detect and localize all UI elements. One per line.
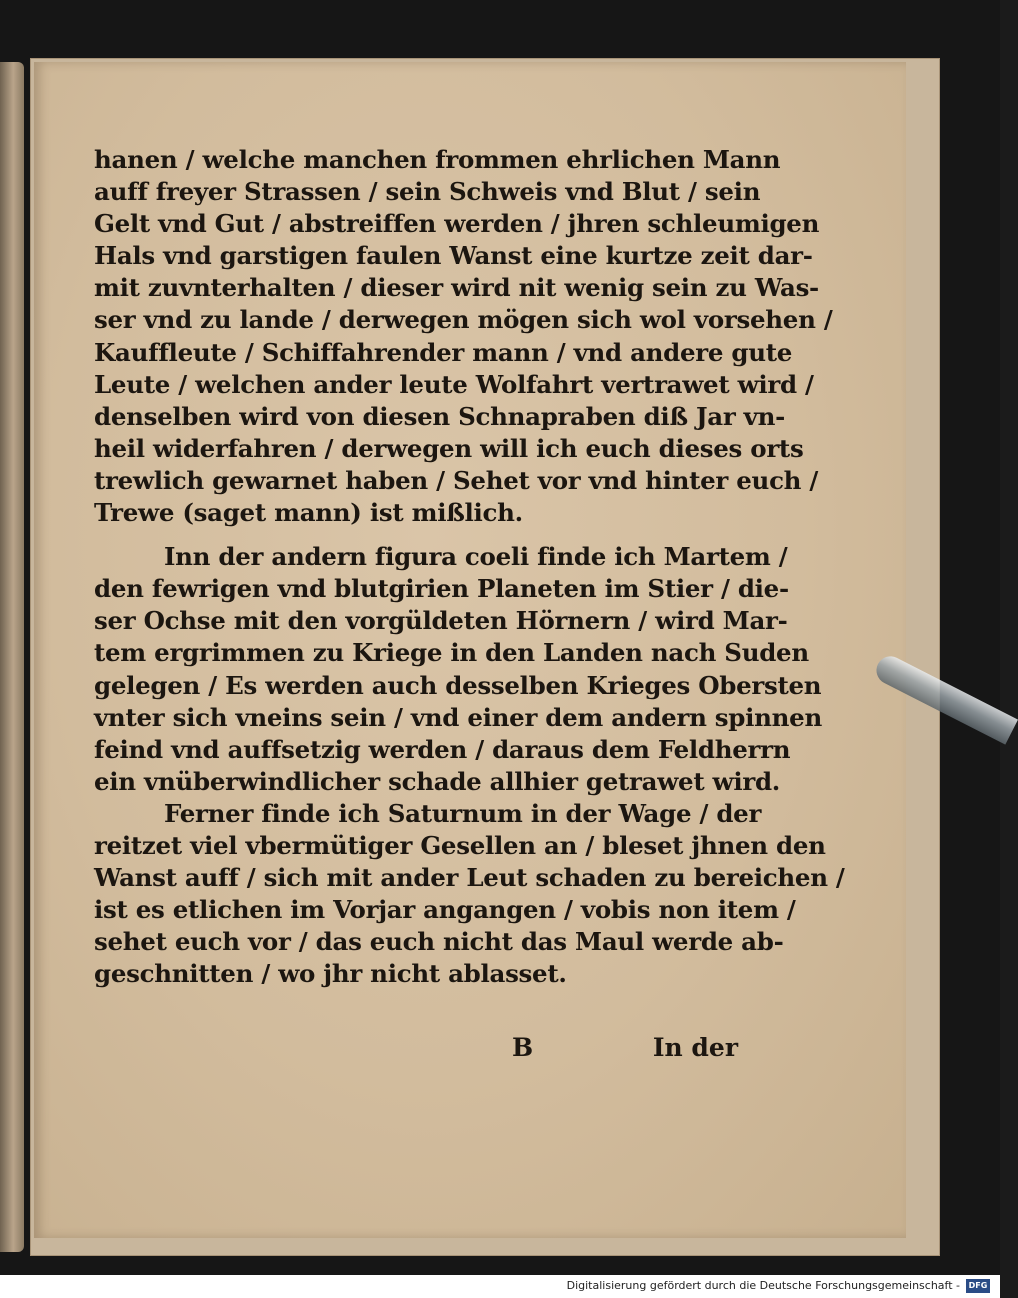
dfg-logo: DFG [966, 1279, 990, 1293]
text-line: ein vnüberwindlicher schade allhier getrawet wird. [94, 766, 781, 796]
text-line: tem ergrimmen zu Kriege in den Landen nach Suden [94, 638, 809, 668]
text-line: Hals vnd garstigen faulen Wanst eine kurtze zeit dar- [94, 241, 813, 271]
text-line: gelegen / Es werden auch desselben Krieges Obersten [94, 670, 822, 700]
page-text [94, 144, 845, 990]
text-line: ist es etlichen im Vorjar angangen / vobis non item / [94, 895, 796, 925]
signature-mark: B [512, 1033, 534, 1062]
paragraph-start-line: Ferner finde ich Saturnum in der Wage / der [164, 798, 762, 828]
text-line: Wanst auff / sich mit ander Leut schaden zu bereichen / [94, 863, 845, 893]
text-line: geschnitten / wo jhr nicht ablasset. [94, 959, 567, 989]
text-line: mit zuvnterhalten / dieser wird nit wenig sein zu Was- [94, 273, 819, 303]
text-line: sehet euch vor / das euch nicht das Maul werde ab- [94, 927, 784, 957]
funding-credit: Digitalisierung gefördert durch die Deutsche Forschungsgemeinschaft - [566, 1279, 960, 1292]
text-line: Leute / welchen ander leute Wolfahrt vertrawet wird / [94, 369, 814, 399]
catchword: In der [652, 1033, 738, 1062]
page-foot-row [94, 1030, 754, 1066]
text-line: Gelt vnd Gut / abstreiffen werden / jhren schleumigen [94, 209, 820, 239]
text-line: trewlich gewarnet haben / Sehet vor vnd hinter euch / [94, 465, 819, 495]
text-line: Trewe (saget mann) ist mißlich. [94, 498, 523, 528]
text-line: ser Ochse mit den vorgüldeten Hörnern / wird Mar- [94, 606, 788, 636]
text-line: reitzet viel vbermütiger Gesellen an / bleset jhnen den [94, 830, 826, 860]
paragraph-start-line: Inn der andern figura coeli finde ich Martem / [164, 542, 788, 572]
text-line: den fewrigen vnd blutgirien Planeten im Stier / die- [94, 574, 789, 604]
text-line: feind vnd auffsetzig werden / daraus dem Feldherrn [94, 734, 791, 764]
text-line: Kauffleute / Schiffahrender mann / vnd andere gute [94, 337, 793, 367]
text-line: hanen / welche manchen frommen ehrlichen Mann [94, 145, 781, 174]
text-line: ser vnd zu lande / derwegen mögen sich wol vorsehen / [94, 305, 833, 335]
footer-bar [0, 1275, 1000, 1298]
book-page [34, 62, 906, 1238]
facing-page-edge [0, 62, 24, 1252]
text-line: vnter sich vneins sein / vnd einer dem andern spinnen [94, 702, 822, 732]
text-line: denselben wird von diesen Schnapraben diß Jar vn- [94, 401, 786, 431]
text-line: heil widerfahren / derwegen will ich euch dieses orts [94, 433, 804, 463]
text-line: auff freyer Strassen / sein Schweis vnd Blut / sein [94, 177, 761, 207]
